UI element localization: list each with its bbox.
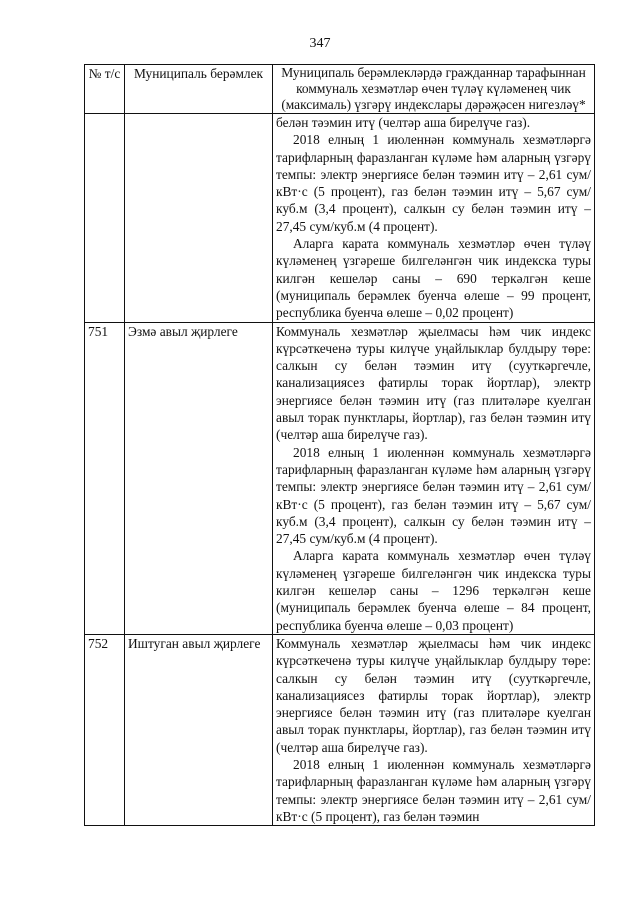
paragraph: Коммуналь хезмәтләр җыелмасы һәм чик индекс күрсәткеченә туры килүче уңайлыклар булдыру төре: салкын су белән тәэмин итү (сууткәргечле, канализациясез фатирлы торак йортлар), электр энергиясе белән тәэмин итү (газ плитәләре куелган авыл торак пунктлары, йортлар), газ белән тәэмин итү (челтәр аша бирелүче газ). xyxy=(276,635,591,755)
row-number xyxy=(85,114,125,323)
row-justification xyxy=(273,322,595,634)
paragraph: Аларга карата коммуналь хезмәтләр өчен түләү күләменең үзгәреше билгеләнгән чик индекска туры килгән кешеләр саны – 1296 теркәлгән кеше (муниципаль берәмлек буенча өлеше – 84 процент, республика буенча өлеше – 0,03 процент) xyxy=(276,548,591,633)
table-row xyxy=(85,322,595,634)
table-row xyxy=(85,634,595,825)
row-justification xyxy=(273,114,595,323)
page-number: 347 xyxy=(309,36,331,51)
table-header xyxy=(85,65,595,114)
paragraph: белән тәэмин итү (челтәр аша бирелүче газ). xyxy=(276,115,531,130)
municipal-index-table xyxy=(84,64,595,826)
row-justification xyxy=(273,634,595,825)
row-number: 751 xyxy=(85,322,125,634)
header-number: № т/с xyxy=(85,65,125,114)
table-row xyxy=(85,114,595,323)
row-municipality xyxy=(125,114,273,323)
header-justification: Муниципаль берәмлекләрдә гражданнар тарафыннан коммуналь хезмәтләр өчен түләү күләменең чик (максималь) үзгәрү индекслары дәрәҗәсен нигезләү* xyxy=(273,65,595,114)
row-municipality: Иштуган авыл җирлеге xyxy=(125,634,273,825)
row-number: 752 xyxy=(85,634,125,825)
paragraph: 2018 елның 1 июленнән коммуналь хезмәтләргә тарифларның фаразланган күләме һәм аларның үзгәрү темпы: электр энергиясе белән тәэмин итү – 2,61 сум/кВт·с (5 процент), газ белән тәэмин xyxy=(276,756,591,824)
paragraph: Аларга карата коммуналь хезмәтләр өчен түләү күләменең үзгәреше билгеләнгән чик индекска туры килгән кешеләр саны – 690 теркәлгән кеше (муниципаль берәмлек буенча өлеше – 99 процент, республика буенча өлеше – 0,02 процент) xyxy=(276,236,591,321)
paragraph: Коммуналь хезмәтләр җыелмасы һәм чик индекс күрсәткеченә туры килүче уңайлыклар булдыру төре: салкын су белән тәэмин итү (сууткәргечле, канализациясез фатирлы торак йортлар), электр энергиясе белән тәэмин итү (газ плитәләре куелган авыл торак пунктлары, йортлар), газ белән тәэмин итү (челтәр аша бирелүче газ). xyxy=(276,323,591,443)
paragraph: 2018 елның 1 июленнән коммуналь хезмәтләргә тарифларның фаразланган күләме һәм аларның үзгәрү темпы: электр энергиясе белән тәэмин итү – 2,61 сум/кВт·с (5 процент), газ белән тәэмин итү – 5,67 сум/куб.м (3,4 процент), салкын су белән тәэмин итү – 27,45 сум/куб.м (4 процент). xyxy=(276,132,591,234)
paragraph: 2018 елның 1 июленнән коммуналь хезмәтләргә тарифларның фаразланган күләме һәм аларның үзгәрү темпы: электр энергиясе белән тәэмин итү – 2,61 сум/кВт·с (5 процент), газ белән тәэмин итү – 5,67 сум/куб.м (3,4 процент), салкын су белән тәэмин итү – 27,45 сум/куб.м (4 процент). xyxy=(276,444,591,547)
header-municipality: Муниципаль берәмлек xyxy=(125,65,273,114)
row-municipality: Эзмә авыл җирлеге xyxy=(125,322,273,634)
